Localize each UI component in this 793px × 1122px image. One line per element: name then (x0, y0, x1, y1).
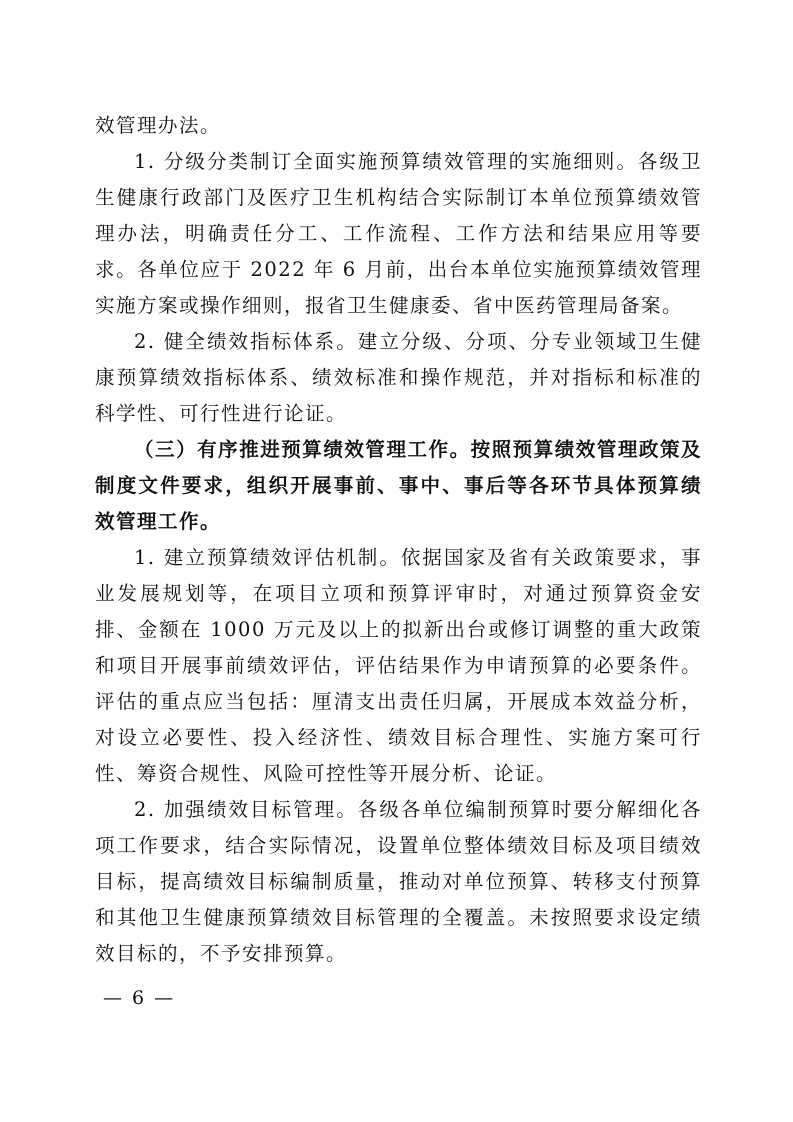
paragraph-item-2-indicator-system: 2. 健全绩效指标体系。建立分级、分项、分专业领域卫生健康预算绩效指标体系、绩效标准和操作规范，并对指标和标准的科学性、可行性进行论证。 (95, 330, 702, 425)
paragraph-item-2-goal-management: 2. 加强绩效目标管理。各级各单位编制预算时要分解细化各项工作要求，结合实际情况，设置单位整体绩效目标及项目绩效目标，提高绩效目标编制质量，推动对单位预算、转移支付预算和其他卫生健康预算绩效目标管理的全覆盖。未按照要求设定绩效目标的，不予安排预算。 (95, 798, 702, 965)
paragraph-continuation: 效管理办法。 (95, 114, 222, 137)
paragraph-item-1-implementation-rules: 1. 分级分类制订全面实施预算绩效管理的实施细则。各级卫生健康行政部门及医疗卫生机构结合实际制订本单位预算绩效管理办法，明确责任分工、工作流程、工作方法和结果应用等要求。各单位应于 2022 年 6 月前，出台本单位实施预算绩效管理实施方案或操作细则，报省卫生健康委、省中医药管理局备案。 (95, 150, 702, 317)
document-body (95, 108, 702, 972)
page-number: — 6 — (103, 987, 176, 1009)
section-heading-3: （三）有序推进预算绩效管理工作。按照预算绩效管理政策及制度文件要求，组织开展事前、事中、事后等各环节具体预算绩效管理工作。 (95, 438, 702, 533)
paragraph-item-1-evaluation-mechanism: 1. 建立预算绩效评估机制。依据国家及省有关政策要求，事业发展规划等，在项目立项和预算评审时，对通过预算资金安排、金额在 1000 万元及以上的拟新出台或修订调整的重大政策和项目开展事前绩效评估，评估结果作为申请预算的必要条件。评估的重点应当包括：厘清支出责任归属，开展成本效益分析，对设立必要性、投入经济性、绩效目标合理性、实施方案可行性、筹资合规性、风险可控性等开展分析、论证。 (95, 546, 702, 785)
